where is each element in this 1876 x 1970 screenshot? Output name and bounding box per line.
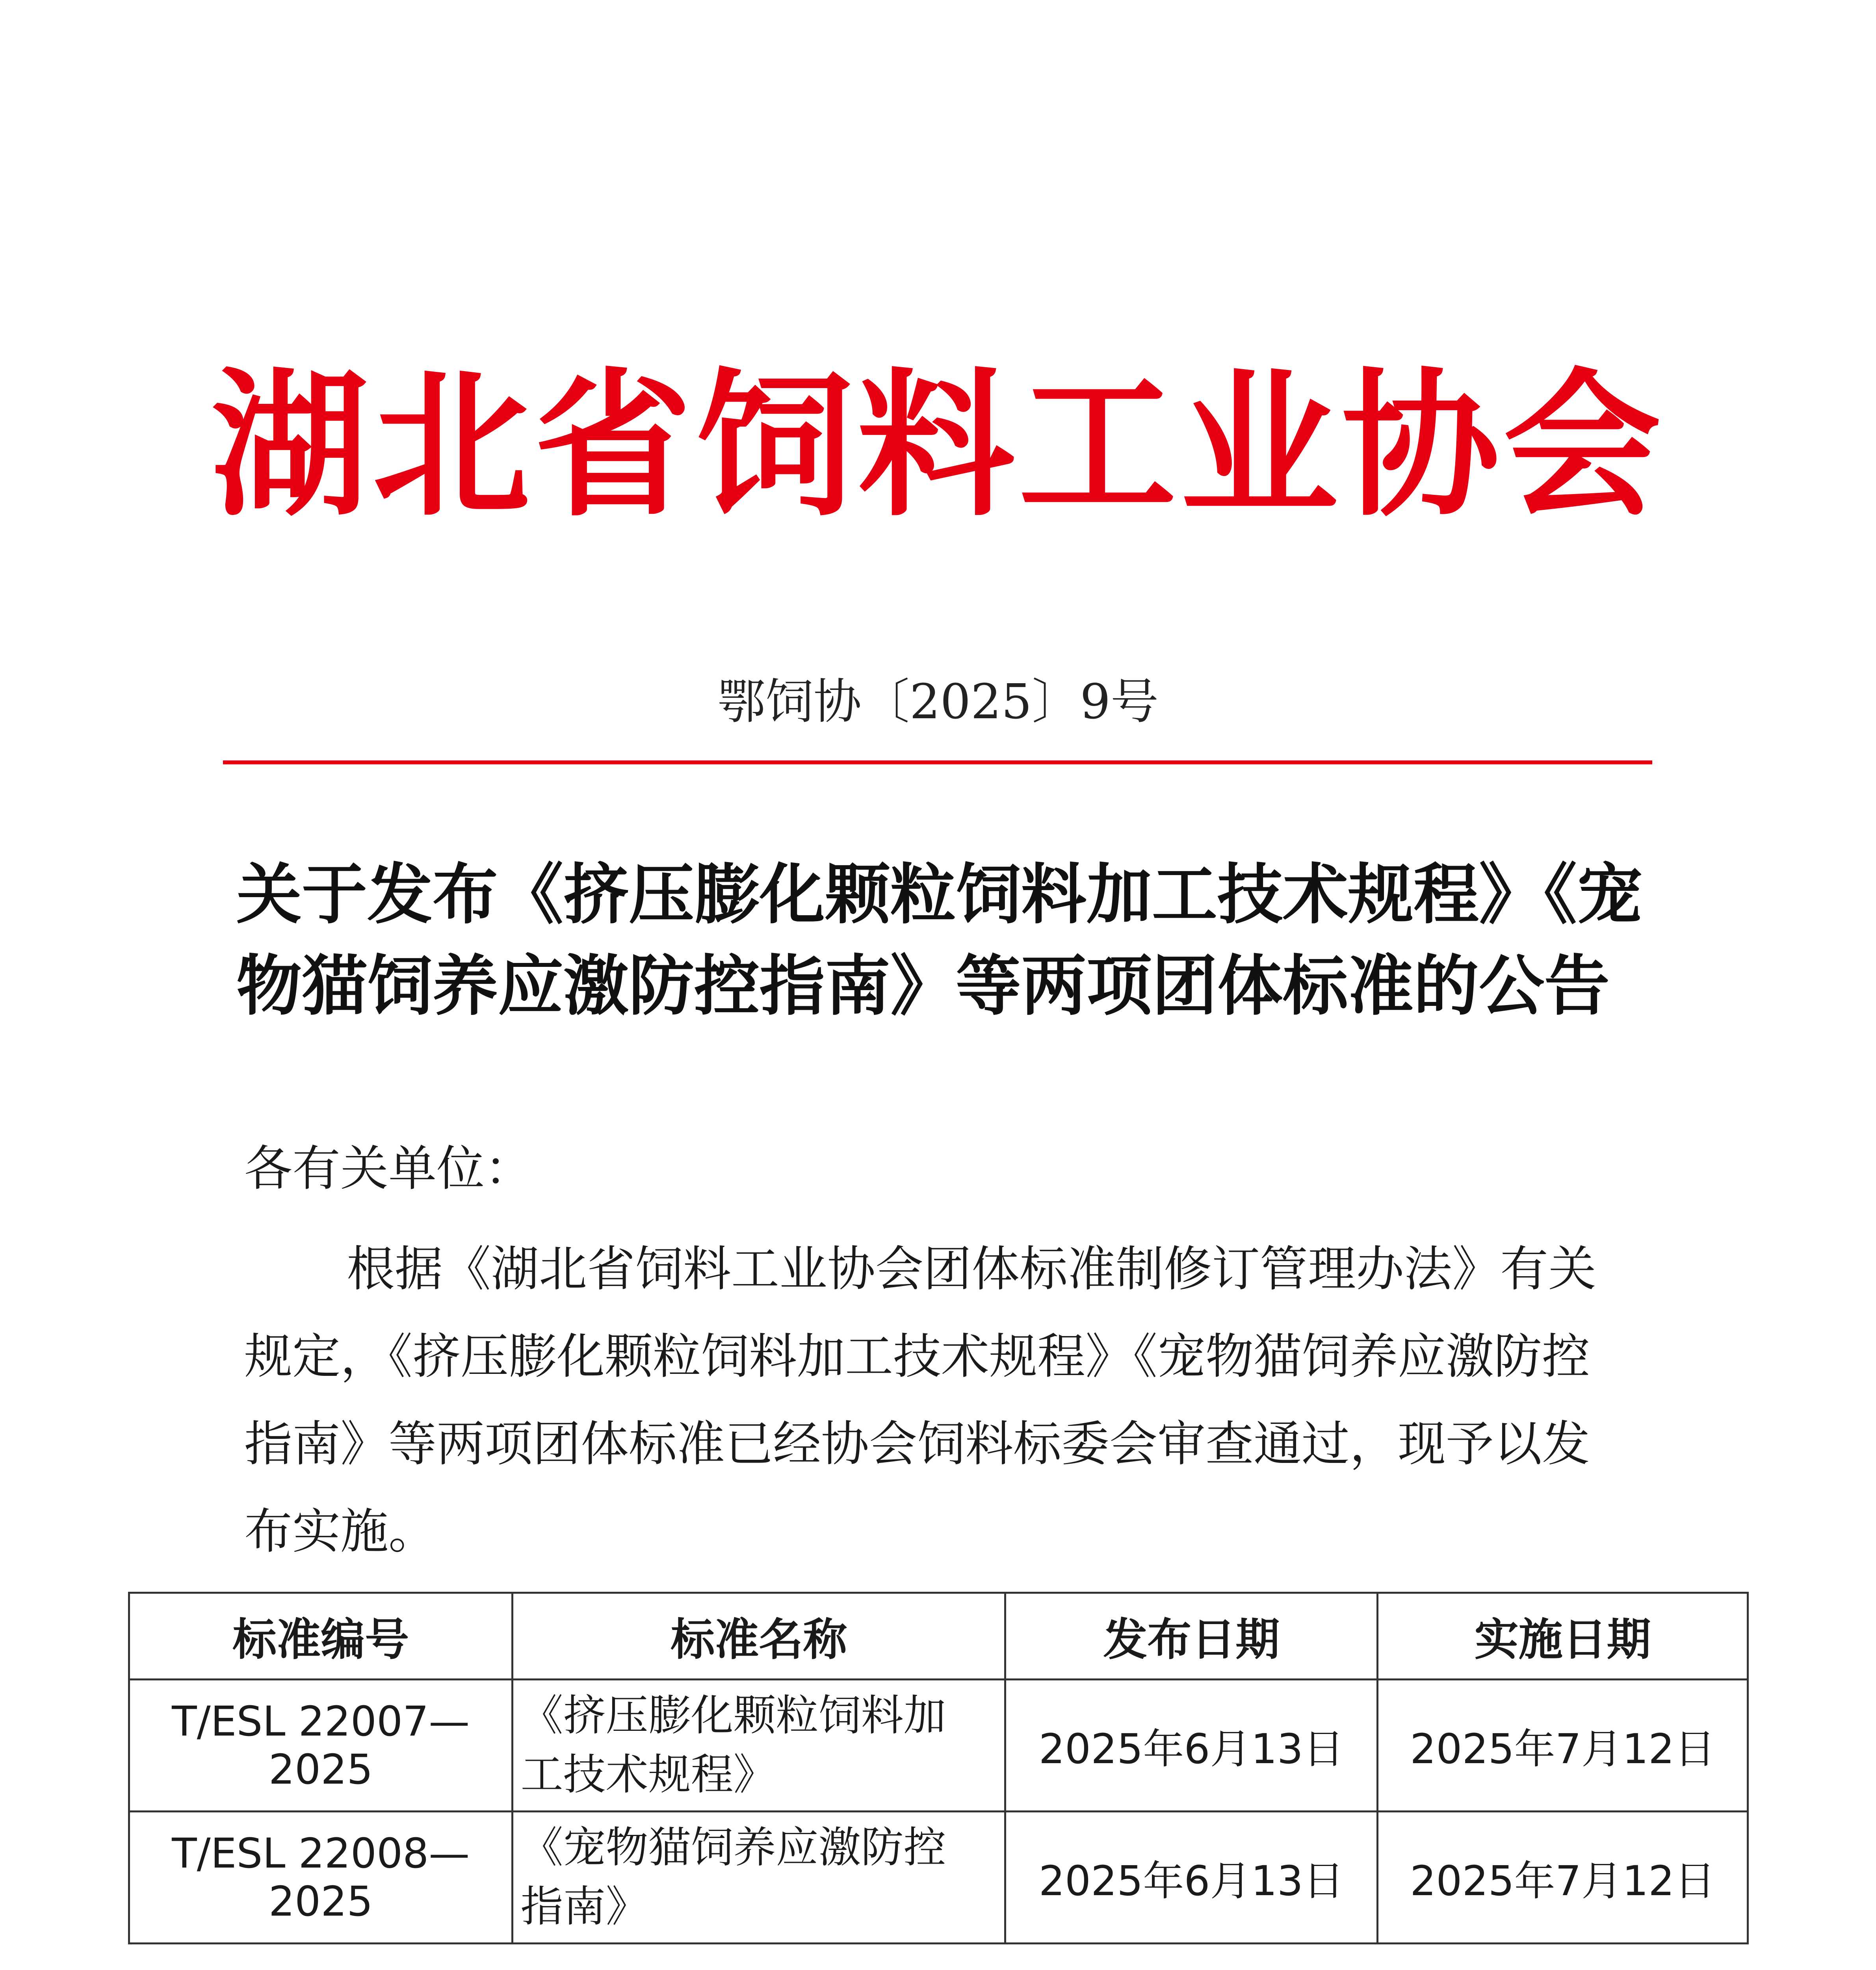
body-line-3: 指南》等两项团体标准已经协会饲料标委会审查通过，现予以发 [244, 1416, 1590, 1472]
body-line-2: 规定，《挤压膨化颗粒饲料加工技术规程》《宠物猫饲养应激防控 [244, 1329, 1590, 1385]
standard-code: T/ESL 22008—2025 [129, 1812, 513, 1944]
effective-date: 2025年7月12日 [1378, 1680, 1748, 1812]
standards-table [128, 1592, 1749, 1944]
body-paragraph [244, 1225, 1631, 1575]
standard-name-line: 《挤压膨化颗粒饲料加 [520, 1691, 946, 1740]
title-line-1: 关于发布《挤压膨化颗粒饲料加工技术规程》《宠 [236, 856, 1642, 933]
header-standard-name: 标准名称 [513, 1593, 1005, 1680]
red-divider [223, 760, 1652, 764]
masthead-title: 湖北省饲料工业协会 [211, 353, 1665, 538]
standard-name [513, 1812, 1005, 1944]
header-standard-code: 标准编号 [129, 1593, 513, 1680]
announcement-title [236, 849, 1642, 1032]
title-line-2: 物猫饲养应激防控指南》等两项团体标准的公告 [236, 948, 1610, 1024]
publish-date: 2025年6月13日 [1005, 1680, 1378, 1812]
publish-date: 2025年6月13日 [1005, 1812, 1378, 1944]
standard-name-line: 指南》 [520, 1882, 648, 1931]
body-line-4: 布实施。 [244, 1504, 436, 1559]
document-number: 鄂饲协〔2025〕9号 [717, 674, 1159, 730]
table-header-row [129, 1593, 1748, 1680]
table-row [129, 1812, 1748, 1944]
standard-name [513, 1680, 1005, 1812]
standard-name-line: 《宠物猫饲养应激防控 [520, 1823, 946, 1872]
greeting: 各有关单位： [244, 1141, 533, 1197]
standard-code: T/ESL 22007—2025 [129, 1680, 513, 1812]
effective-date: 2025年7月12日 [1378, 1812, 1748, 1944]
header-effective-date: 实施日期 [1378, 1593, 1748, 1680]
body-line-1: 根据《湖北省饲料工业协会团体标准制修订管理办法》有关 [347, 1241, 1596, 1297]
header-publish-date: 发布日期 [1005, 1593, 1378, 1680]
table-row [129, 1680, 1748, 1812]
standard-name-line: 工技术规程》 [520, 1750, 776, 1799]
